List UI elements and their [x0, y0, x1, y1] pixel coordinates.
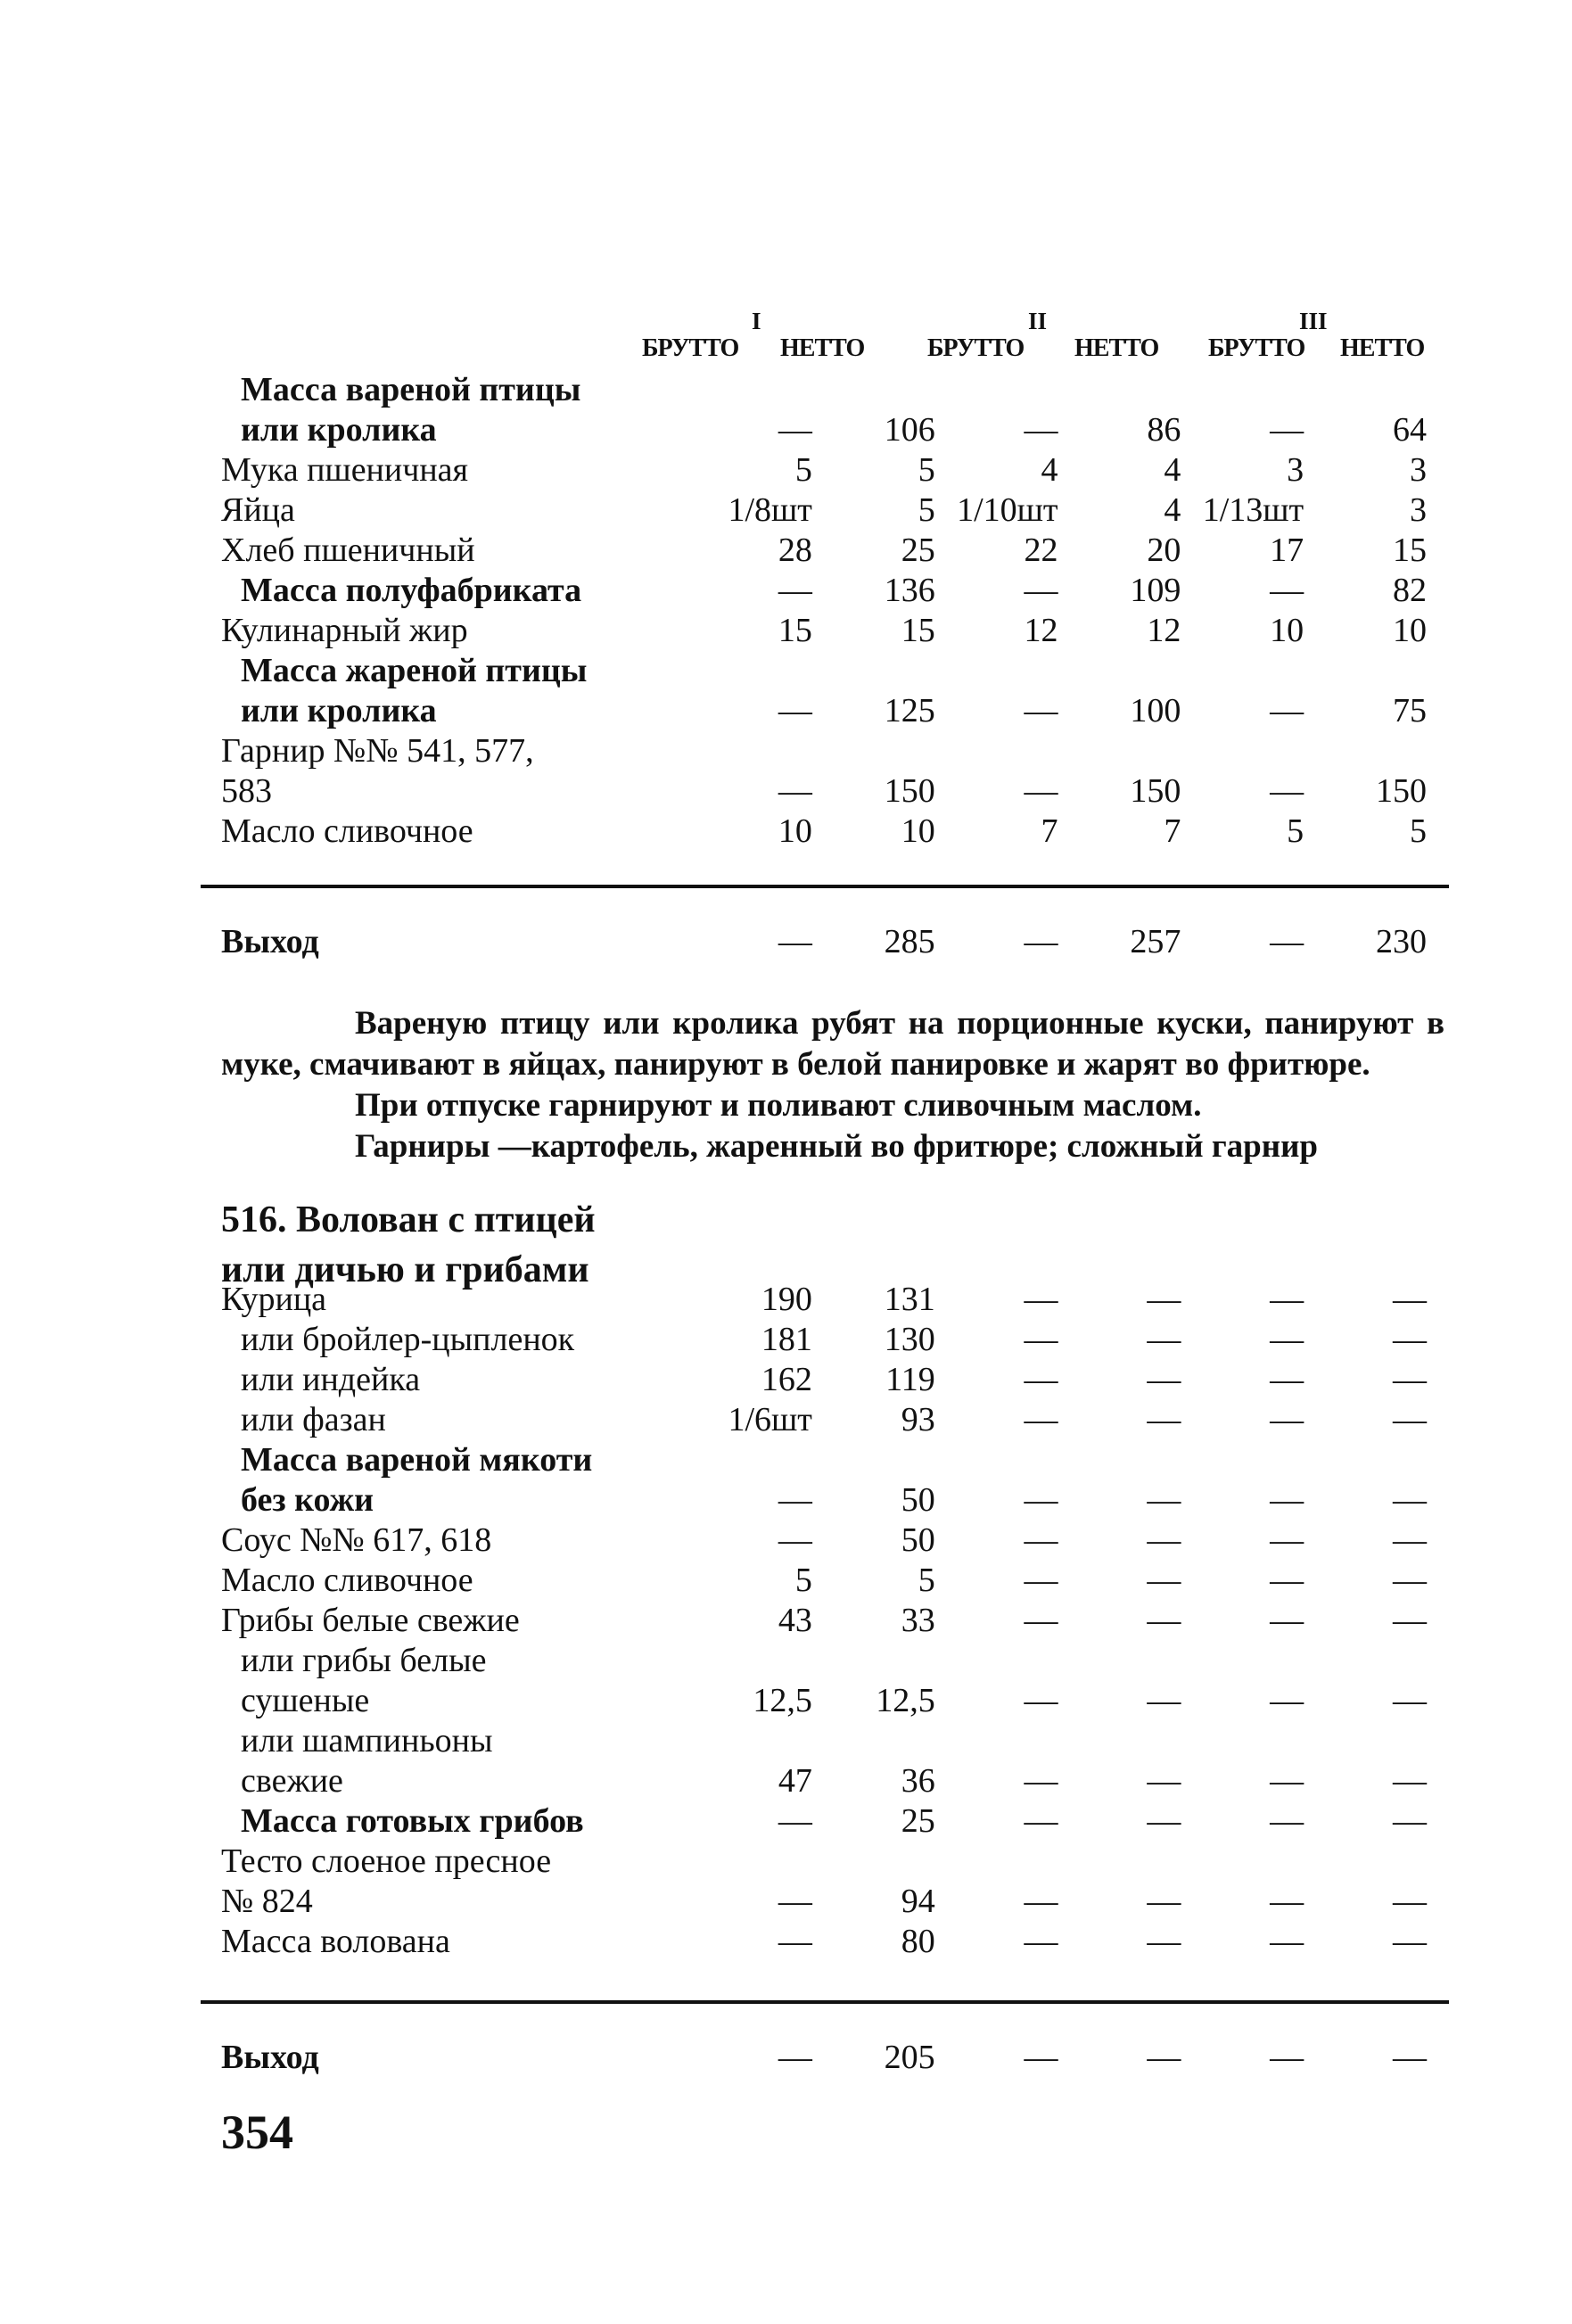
ingredient-amount: 10: [778, 812, 812, 850]
ingredient-amount: —: [778, 411, 812, 449]
ingredient-amount: 119: [885, 1361, 935, 1398]
ingredient-name: или индейка: [241, 1361, 421, 1398]
ingredient-amount: 47: [778, 1762, 812, 1800]
yield-value: 205: [884, 2038, 935, 2076]
ingredient-row: [221, 1280, 1427, 1320]
description-paragraph: При отпуске гарнируют и поливают сливочным маслом.: [355, 1087, 1202, 1124]
divider-line-1: [201, 885, 1449, 888]
ingredient-amount: 12,5: [753, 1682, 812, 1719]
ingredient-amount: —: [1270, 1762, 1305, 1800]
ingredient-amount: —: [778, 1923, 812, 1960]
ingredient-amount: 3: [1287, 451, 1305, 489]
ingredient-row: [221, 1360, 1427, 1400]
description-paragraph: Вареную птицу или кролика рубят на порционные куски, панируют в муке, смачивают в яйцах, панируют в белой панировке и жарят во фритюре.: [221, 1005, 1444, 1083]
ingredient-amount: 125: [884, 692, 935, 729]
ingredient-amount: —: [1024, 1361, 1058, 1398]
ingredient-amount: —: [1393, 1602, 1427, 1639]
ingredient-name: Соус №№ 617, 618: [221, 1521, 492, 1559]
ingredient-row: [221, 611, 1427, 651]
ingredient-amount: 190: [761, 1281, 812, 1318]
ingredient-amount: 15: [901, 612, 935, 649]
ingredient-amount: —: [1024, 1602, 1058, 1639]
ingredient-amount: 15: [1393, 532, 1427, 569]
ingredient-amount: —: [1393, 1361, 1427, 1398]
ingredient-amount: 5: [918, 491, 935, 529]
ingredient-amount: —: [1270, 1321, 1305, 1358]
ingredient-amount: 12: [1024, 612, 1058, 649]
ingredient-amount: —: [1024, 1481, 1058, 1519]
ingredient-amount: 4: [1041, 451, 1058, 489]
ingredient-row: [221, 571, 1427, 611]
yield-value: 285: [884, 922, 935, 960]
ingredient-name: или бройлер-цыпленок: [241, 1321, 575, 1358]
ingredient-amount: —: [1024, 1281, 1058, 1318]
ingredient-amount: 80: [901, 1923, 935, 1960]
ingredients-table-2: [221, 1280, 1427, 1962]
ingredient-amount: —: [1270, 1602, 1305, 1639]
ingredient-row: [221, 731, 1427, 812]
ingredient-row: [221, 1440, 1427, 1520]
yield-label: Выход: [221, 922, 319, 960]
ingredient-amount: 25: [901, 1802, 935, 1840]
ingredient-amount: 15: [778, 612, 812, 649]
ingredient-name: Кулинарный жир: [221, 612, 468, 649]
ingredient-amount: —: [1270, 1883, 1305, 1920]
group-header-3: III: [1299, 308, 1328, 334]
ingredient-amount: 17: [1270, 532, 1305, 569]
yield-row-1: [221, 920, 1427, 963]
ingredient-name: Масса волована: [221, 1923, 450, 1960]
ingredient-amount: 12,5: [876, 1682, 935, 1719]
ingredient-amount: 3: [1410, 491, 1427, 529]
ingredient-amount: 36: [901, 1762, 935, 1800]
yield-value: —: [778, 2038, 812, 2076]
ingredient-row: [221, 651, 1427, 731]
ingredient-name: Гарнир №№ 541, 577, 583: [221, 732, 534, 810]
ingredient-amount: —: [1393, 1562, 1427, 1599]
ingredient-amount: —: [1024, 772, 1058, 810]
ingredient-row: [221, 1520, 1427, 1561]
ingredient-row: [221, 1601, 1427, 1641]
ingredient-amount: —: [778, 1521, 812, 1559]
ingredient-amount: —: [1024, 411, 1058, 449]
ingredient-name: или грибы белые сушеные: [241, 1642, 487, 1719]
ingredient-amount: 136: [884, 572, 935, 609]
ingredient-amount: 131: [884, 1281, 935, 1318]
ingredient-amount: —: [1147, 1762, 1181, 1800]
ingredient-amount: 5: [794, 1562, 812, 1599]
yield-value: —: [1147, 2038, 1181, 2076]
ingredient-amount: 5: [1410, 812, 1427, 850]
ingredient-name: Хлеб пшеничный: [221, 532, 475, 569]
ingredient-row: [221, 490, 1427, 531]
ingredient-row: [221, 1561, 1427, 1601]
ingredient-amount: 12: [1147, 612, 1181, 649]
column-header-netto-3: НЕТТО: [1340, 334, 1425, 362]
divider-line-2: [201, 2000, 1449, 2004]
ingredient-amount: 43: [778, 1602, 812, 1639]
ingredient-amount: 20: [1147, 532, 1181, 569]
ingredient-row: [221, 1721, 1427, 1801]
ingredient-name: Масса полуфабриката: [241, 572, 582, 609]
ingredient-amount: 50: [901, 1481, 935, 1519]
ingredient-amount: 1/13шт: [1202, 491, 1305, 529]
yield-value: —: [778, 922, 812, 960]
ingredient-amount: —: [1270, 1521, 1305, 1559]
ingredient-amount: —: [1270, 1923, 1305, 1960]
ingredient-amount: —: [1393, 1481, 1427, 1519]
group-header-1: I: [752, 308, 761, 334]
ingredient-name: Тесто слоеное пресное № 824: [221, 1842, 552, 1920]
ingredient-amount: —: [1270, 692, 1305, 729]
ingredient-amount: —: [1147, 1923, 1181, 1960]
ingredient-amount: —: [1393, 1802, 1427, 1840]
ingredient-amount: 150: [1376, 772, 1427, 810]
ingredient-name: Масса вареной птицы или кролика: [241, 371, 581, 449]
ingredient-amount: —: [1393, 1762, 1427, 1800]
ingredient-amount: —: [1024, 1401, 1058, 1438]
ingredient-amount: —: [1147, 1602, 1181, 1639]
ingredient-amount: —: [1147, 1321, 1181, 1358]
ingredient-name: Яйца: [221, 491, 295, 529]
yield-value: —: [1393, 2038, 1427, 2076]
ingredient-row: [221, 370, 1427, 450]
ingredient-amount: 64: [1393, 411, 1427, 449]
ingredient-amount: —: [1147, 1802, 1181, 1840]
column-header-brutto-3: БРУТТО: [1208, 334, 1305, 362]
ingredient-amount: 106: [884, 411, 935, 449]
ingredient-amount: —: [1270, 1361, 1305, 1398]
column-header-brutto-1: БРУТТО: [642, 334, 739, 362]
ingredient-name: Масса жареной птицы или кролика: [241, 652, 588, 729]
ingredient-name: Масло сливочное: [221, 812, 473, 850]
ingredient-amount: 5: [794, 451, 812, 489]
ingredient-row: [221, 1320, 1427, 1360]
ingredient-amount: —: [778, 1802, 812, 1840]
ingredient-amount: 93: [901, 1401, 935, 1438]
recipe-description: [221, 1003, 1444, 1167]
ingredient-amount: 109: [1130, 572, 1181, 609]
yield-row-2: [221, 2036, 1427, 2079]
ingredient-amount: —: [1024, 1521, 1058, 1559]
ingredient-amount: 3: [1410, 451, 1427, 489]
ingredient-amount: 33: [901, 1602, 935, 1639]
ingredient-amount: 75: [1393, 692, 1427, 729]
ingredient-amount: —: [778, 1883, 812, 1920]
ingredient-name: Грибы белые свежие: [221, 1602, 520, 1639]
ingredient-amount: —: [1393, 1883, 1427, 1920]
ingredient-amount: —: [1270, 1802, 1305, 1840]
ingredient-amount: —: [1024, 572, 1058, 609]
description-paragraph: Гарниры —картофель, жаренный во фритюре; сложный гарнир: [355, 1128, 1318, 1165]
ingredient-amount: —: [1024, 692, 1058, 729]
ingredient-amount: 130: [884, 1321, 935, 1358]
ingredient-amount: 50: [901, 1521, 935, 1559]
ingredient-amount: —: [1147, 1401, 1181, 1438]
yield-value: 230: [1376, 922, 1427, 960]
ingredient-row: [221, 1842, 1427, 1922]
ingredient-amount: —: [1393, 1321, 1427, 1358]
ingredients-table-1: [221, 370, 1427, 852]
ingredient-amount: 10: [1393, 612, 1427, 649]
ingredient-amount: 4: [1164, 451, 1181, 489]
ingredient-amount: —: [1147, 1481, 1181, 1519]
ingredient-amount: —: [1393, 1521, 1427, 1559]
ingredient-amount: —: [1270, 572, 1305, 609]
ingredient-amount: 22: [1024, 532, 1058, 569]
recipe-title: 516. Волован с птицей или дичью и грибами: [221, 1199, 596, 1290]
ingredient-amount: 4: [1164, 491, 1181, 529]
ingredient-amount: —: [1393, 1281, 1427, 1318]
ingredient-amount: 150: [1130, 772, 1181, 810]
ingredient-amount: —: [778, 1481, 812, 1519]
ingredient-amount: —: [1024, 1923, 1058, 1960]
ingredient-amount: 1/6шт: [728, 1401, 812, 1438]
ingredient-amount: —: [1270, 1401, 1305, 1438]
ingredient-name: Масса вареной мякоти без кожи: [241, 1441, 593, 1519]
ingredient-amount: 94: [901, 1883, 935, 1920]
ingredient-amount: —: [1147, 1883, 1181, 1920]
ingredient-amount: 1/8шт: [728, 491, 812, 529]
ingredient-amount: 5: [1287, 812, 1305, 850]
ingredient-amount: 28: [778, 532, 812, 569]
ingredient-amount: 25: [901, 532, 935, 569]
ingredient-amount: —: [778, 572, 812, 609]
ingredient-amount: —: [1147, 1361, 1181, 1398]
ingredient-amount: 5: [918, 1562, 935, 1599]
ingredient-amount: —: [1024, 1562, 1058, 1599]
ingredient-amount: —: [778, 692, 812, 729]
ingredient-name: Мука пшеничная: [221, 451, 469, 489]
yield-value: —: [1270, 2038, 1305, 2076]
ingredient-amount: —: [1270, 1481, 1305, 1519]
ingredient-amount: —: [1147, 1562, 1181, 1599]
ingredient-name: Курица: [221, 1281, 327, 1318]
ingredient-amount: 10: [901, 812, 935, 850]
yield-value: —: [1024, 2038, 1058, 2076]
ingredient-amount: 86: [1147, 411, 1181, 449]
ingredient-amount: —: [1393, 1401, 1427, 1438]
ingredient-amount: —: [1270, 1281, 1305, 1318]
ingredient-row: [221, 450, 1427, 490]
ingredient-amount: 5: [918, 451, 935, 489]
ingredient-name: или шампиньоны свежие: [241, 1722, 493, 1800]
ingredient-amount: —: [1024, 1762, 1058, 1800]
ingredient-amount: —: [1147, 1521, 1181, 1559]
column-header-brutto-2: БРУТТО: [927, 334, 1025, 362]
ingredient-amount: —: [1024, 1682, 1058, 1719]
ingredient-amount: —: [1393, 1682, 1427, 1719]
ingredient-row: [221, 1801, 1427, 1842]
ingredient-amount: —: [1147, 1281, 1181, 1318]
ingredient-amount: 181: [761, 1321, 812, 1358]
yield-label: Выход: [221, 2038, 319, 2076]
ingredient-amount: —: [1024, 1802, 1058, 1840]
yield-value: —: [1024, 922, 1058, 960]
page-number: 354: [221, 2106, 293, 2159]
ingredient-row: [221, 1400, 1427, 1440]
ingredient-amount: 82: [1393, 572, 1427, 609]
ingredient-amount: 7: [1041, 812, 1058, 850]
ingredient-row: [221, 1641, 1427, 1721]
ingredient-amount: 7: [1164, 812, 1181, 850]
ingredient-name: Масса готовых грибов: [241, 1802, 584, 1840]
ingredient-amount: —: [1147, 1682, 1181, 1719]
ingredient-amount: —: [1393, 1923, 1427, 1960]
ingredient-name: Масло сливочное: [221, 1562, 473, 1599]
ingredient-amount: —: [1024, 1321, 1058, 1358]
ingredient-amount: 150: [884, 772, 935, 810]
ingredient-amount: —: [1024, 1883, 1058, 1920]
group-header-2: II: [1028, 308, 1048, 334]
column-header-netto-2: НЕТТО: [1074, 334, 1159, 362]
ingredient-row: [221, 1922, 1427, 1962]
ingredient-amount: —: [1270, 772, 1305, 810]
ingredient-row: [221, 812, 1427, 852]
ingredient-amount: 10: [1270, 612, 1305, 649]
ingredient-amount: —: [778, 772, 812, 810]
ingredient-amount: 1/10шт: [957, 491, 1058, 529]
yield-value: —: [1270, 922, 1305, 960]
ingredient-row: [221, 531, 1427, 571]
ingredient-amount: —: [1270, 411, 1305, 449]
ingredient-amount: —: [1270, 1562, 1305, 1599]
yield-value: 257: [1130, 922, 1181, 960]
column-header-netto-1: НЕТТО: [780, 334, 865, 362]
ingredient-amount: —: [1270, 1682, 1305, 1719]
ingredient-amount: 162: [761, 1361, 812, 1398]
ingredient-name: или фазан: [241, 1401, 386, 1438]
ingredient-amount: 100: [1130, 692, 1181, 729]
